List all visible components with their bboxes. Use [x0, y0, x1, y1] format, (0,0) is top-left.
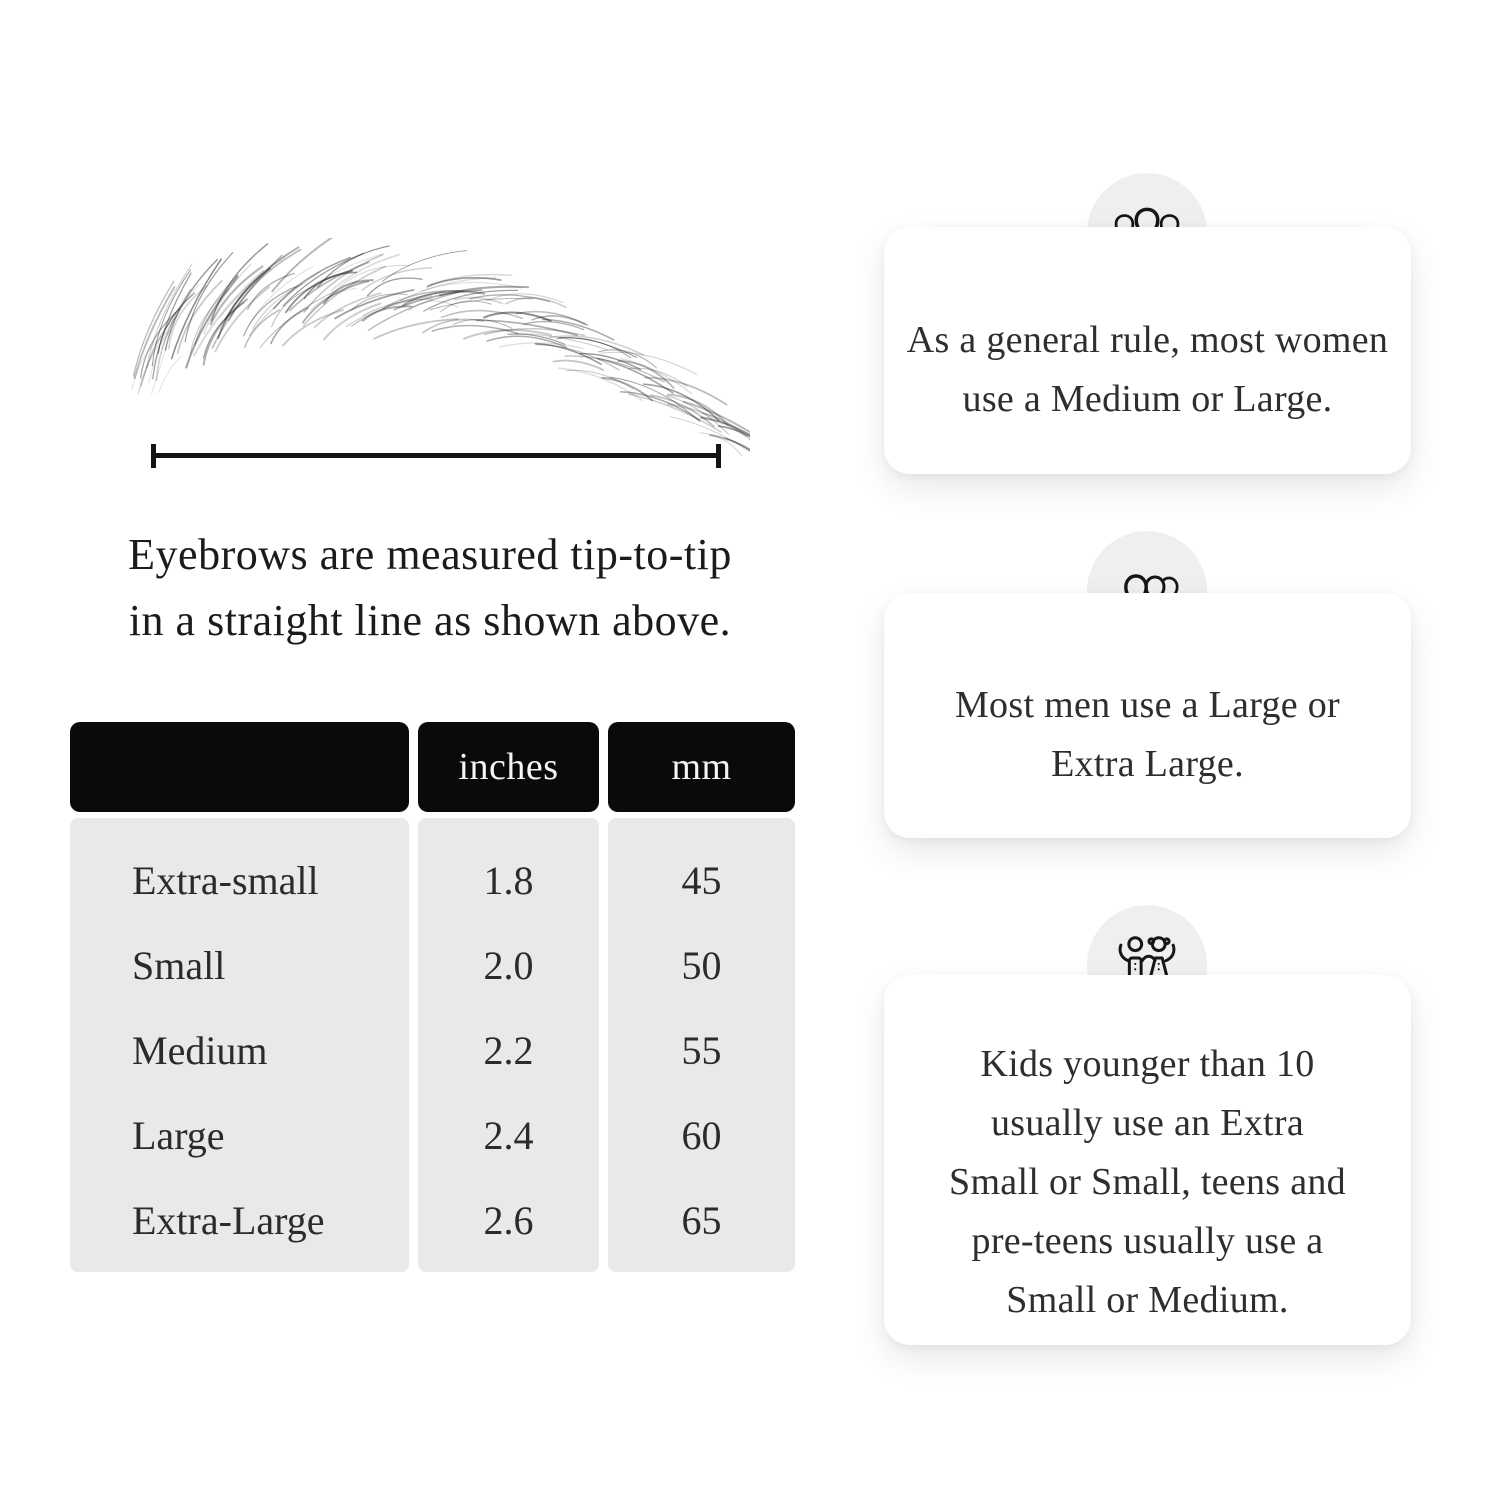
men-advice-text: [955, 676, 1340, 794]
inches-value: 1.8: [483, 858, 534, 903]
size-table: [70, 722, 795, 1272]
card-text-line: use a Medium or Large.: [962, 377, 1333, 420]
mm-value: 50: [681, 943, 722, 988]
card-text-line: pre-teens usually use a: [971, 1219, 1324, 1262]
mm-value: 55: [681, 1028, 722, 1073]
size-label: Extra-Large: [132, 1198, 325, 1243]
mm-column: [608, 818, 795, 1272]
header-cell-mm: mm: [608, 722, 795, 812]
mm-value: 65: [681, 1198, 722, 1243]
inches-value: 2.4: [483, 1113, 534, 1158]
header-cell-inches: inches: [418, 722, 599, 812]
eyebrow-illustration: [118, 238, 750, 456]
card-text-line: Small or Medium.: [1006, 1278, 1289, 1321]
size-label: Small: [132, 943, 226, 988]
size-label-column: [70, 818, 409, 1272]
size-table-body: [70, 818, 795, 1272]
mm-value: 45: [681, 858, 722, 903]
inches-value: 2.0: [483, 943, 534, 988]
measurement-caption: [85, 522, 775, 654]
kids-advice-text: [949, 1035, 1346, 1330]
women-advice-text: [907, 311, 1388, 429]
inches-column: [418, 818, 599, 1272]
card-text-line: usually use an Extra: [990, 1101, 1305, 1144]
caption-line: Eyebrows are measured tip-to-tip: [128, 530, 732, 579]
size-label: Extra-small: [132, 858, 319, 903]
measurement-line-bar: [156, 453, 716, 458]
women-advice-card: [884, 227, 1411, 474]
inches-value: 2.6: [483, 1198, 534, 1243]
men-advice-card: [884, 593, 1411, 838]
measurement-line: [151, 444, 721, 468]
inches-value: 2.2: [483, 1028, 534, 1073]
card-text-line: Kids younger than 10: [980, 1042, 1315, 1085]
card-text-line: Small or Small, teens and: [949, 1160, 1346, 1203]
size-label: Medium: [132, 1028, 268, 1073]
size-label: Large: [132, 1113, 225, 1158]
card-text-line: As a general rule, most women: [906, 318, 1389, 361]
mm-value: 60: [681, 1113, 722, 1158]
caption-line: in a straight line as shown above.: [128, 596, 732, 645]
kids-advice-card: [884, 975, 1411, 1345]
card-text-line: Most men use a Large or: [954, 683, 1341, 726]
header-cell-size: [70, 722, 409, 812]
card-text-line: Extra Large.: [1051, 742, 1244, 785]
size-table-header-row: [70, 722, 795, 812]
